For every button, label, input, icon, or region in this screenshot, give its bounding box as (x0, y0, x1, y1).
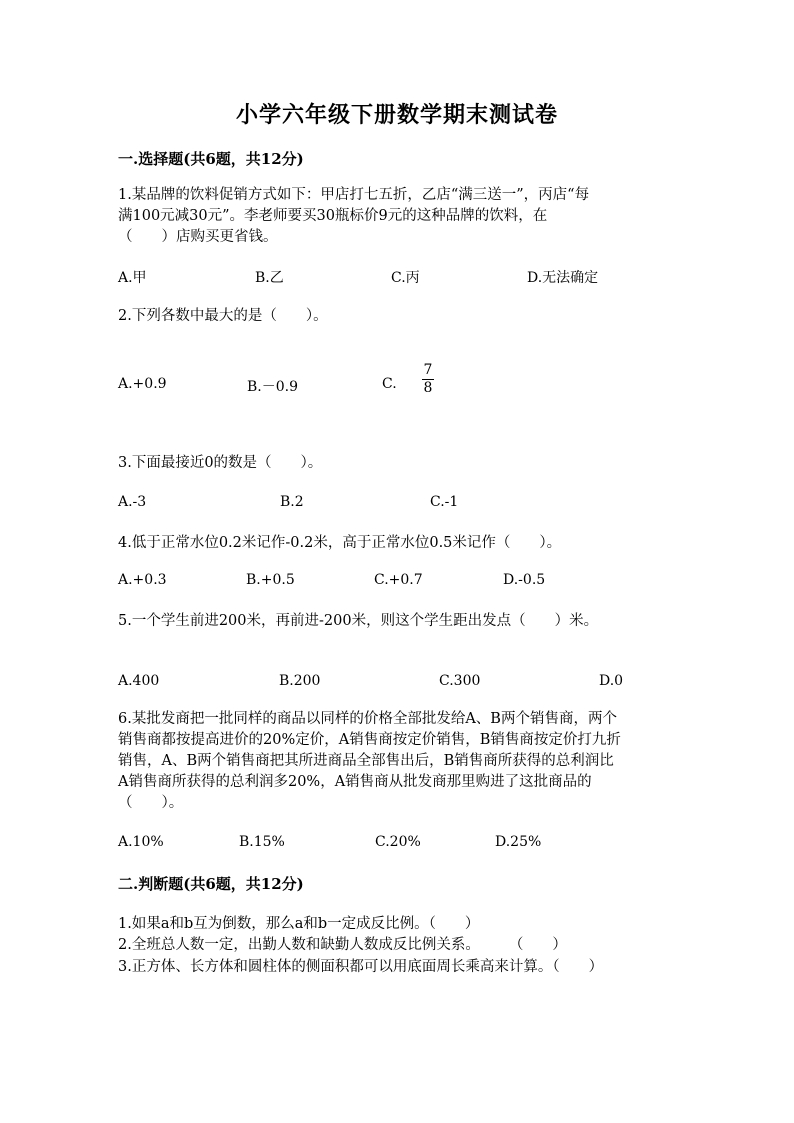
page-title: 小学六年级下册数学期末测试卷 (235, 102, 558, 128)
question-1-line-1: 1.某品牌的饮料促销方式如下：甲店打七五折，乙店“满三送一”，丙店“每 (118, 187, 590, 203)
judge-item-3: 3.正方体、长方体和圆柱体的侧面积都可以用底面周长乘高来计算。（ ） (118, 959, 604, 975)
question-3-options (118, 494, 678, 514)
question-2-option-a[interactable]: A.+0.9 (118, 376, 167, 392)
question-6-option-d[interactable]: D.25% (495, 834, 542, 850)
question-3-option-c[interactable]: C.-1 (430, 494, 459, 510)
question-6-line-5: （ ）。 (118, 795, 184, 811)
question-2-option-b[interactable]: B.－0.9 (247, 379, 299, 395)
question-4-text: 4.低于正常水位0.2米记作-0.2米，高于正常水位0.5米记作（ ）。 (118, 535, 562, 551)
fraction-numerator: 7 (423, 362, 433, 378)
question-5-text: 5.一个学生前进200米，再前进-200米，则这个学生距出发点（ ）米。 (118, 613, 599, 629)
question-4-option-d[interactable]: D.-0.5 (503, 572, 546, 588)
question-2-options (118, 362, 678, 396)
question-4-option-a[interactable]: A.+0.3 (118, 572, 167, 588)
question-4-options (118, 572, 678, 592)
question-2-option-c[interactable]: C. (382, 376, 397, 392)
question-5-option-c[interactable]: C.300 (439, 673, 481, 689)
fraction-denominator: 8 (423, 380, 433, 396)
question-6-option-a[interactable]: A.10% (118, 834, 164, 850)
question-2-text: 2.下列各数中最大的是（ ）。 (118, 308, 328, 324)
question-1-option-a[interactable]: A.甲 (118, 270, 147, 286)
question-5-option-a[interactable]: A.400 (118, 673, 160, 689)
question-6 (118, 709, 678, 814)
section-heading-judge: 二.判断题(共6题，共12分) (118, 875, 304, 893)
question-6-line-3: 销售，A、B两个销售商把其所进商品全部售出后，B销售商所获得的总利润比 (118, 753, 614, 769)
question-6-options (118, 834, 678, 854)
question-3 (118, 453, 678, 474)
question-1-line-3: （ ）店购买更省钱。 (118, 229, 278, 245)
question-1-option-b[interactable]: B.乙 (255, 270, 284, 286)
section-heading-choice: 一.选择题(共6题，共12分) (118, 150, 304, 168)
question-3-text: 3.下面最接近0的数是（ ）。 (118, 455, 323, 471)
question-1-line-2: 满100元减30元”。李老师要买30瓶标价9元的这种品牌的饮料，在 (118, 208, 548, 224)
question-1-option-c[interactable]: C.丙 (391, 270, 420, 286)
question-5-option-b[interactable]: B.200 (279, 673, 321, 689)
question-6-line-4: A销售商所获得的总利润多20%，A销售商从批发商那里购进了这批商品的 (118, 774, 592, 790)
question-5-option-d[interactable]: D.0 (599, 673, 624, 689)
judge-item-1: 1.如果a和b互为倒数，那么a和b一定成反比例。（ ） (118, 916, 480, 932)
question-2 (118, 306, 678, 327)
question-6-option-b[interactable]: B.15% (239, 834, 285, 850)
question-6-option-c[interactable]: C.20% (375, 834, 421, 850)
question-3-option-a[interactable]: A.-3 (118, 494, 147, 510)
question-1 (118, 185, 678, 248)
question-4-option-b[interactable]: B.+0.5 (246, 572, 295, 588)
judge-item-2: 2.全班总人数一定，出勤人数和缺勤人数成反比例关系。 （ ） (118, 937, 567, 953)
question-4 (118, 533, 678, 554)
question-2-fraction (422, 362, 434, 397)
question-5 (118, 611, 678, 632)
question-1-option-d[interactable]: D.无法确定 (527, 270, 599, 286)
question-1-options (118, 267, 678, 287)
question-5-options (118, 673, 678, 693)
question-6-line-2: 销售商都按提高进价的20%定价，A销售商按定价销售，B销售商按定价打九折 (118, 732, 621, 748)
question-6-line-1: 6.某批发商把一批同样的商品以同样的价格全部批发给A、B两个销售商，两个 (118, 711, 617, 727)
question-4-option-c[interactable]: C.+0.7 (374, 572, 423, 588)
question-3-option-b[interactable]: B.2 (280, 494, 304, 510)
